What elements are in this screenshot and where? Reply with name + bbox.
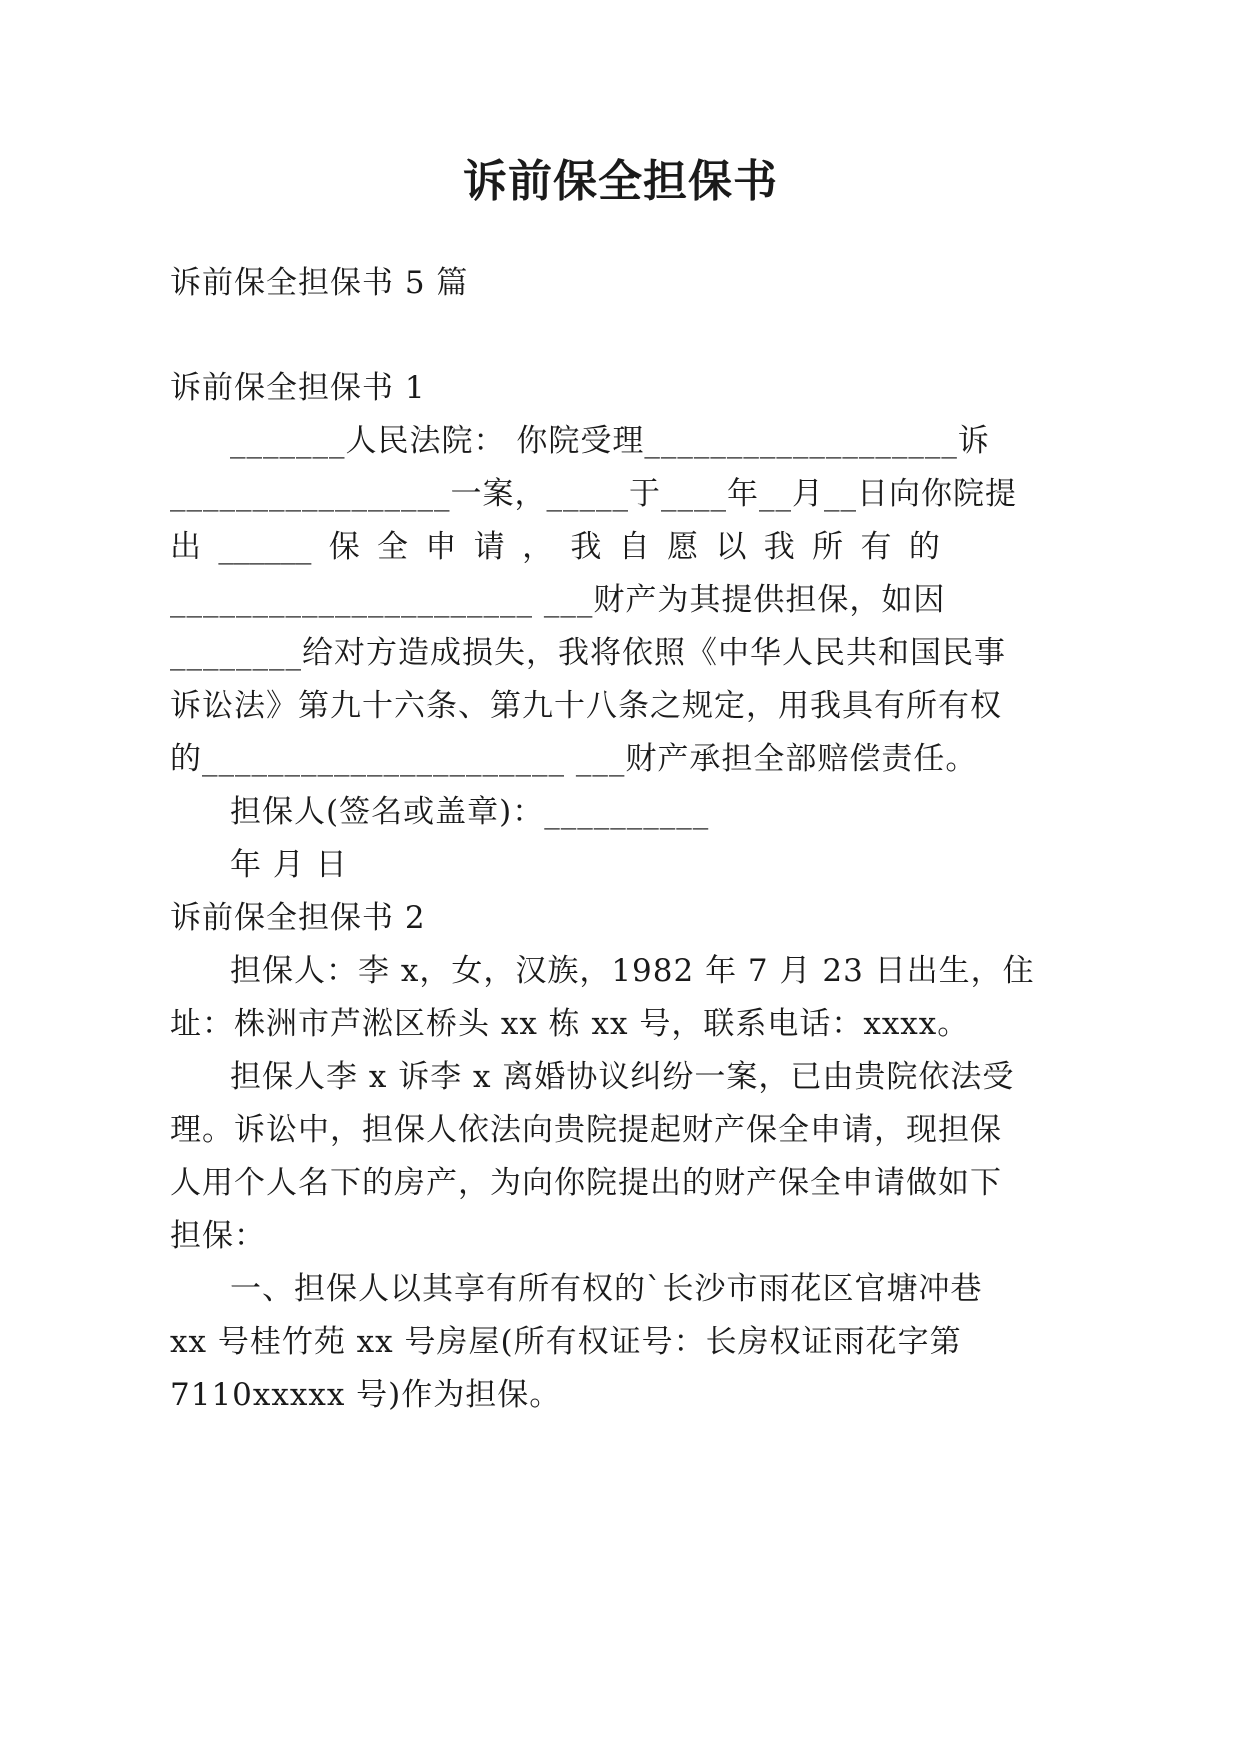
document-subtitle: 诉前保全担保书 5 篇 bbox=[170, 265, 469, 301]
spread-char: 愿 bbox=[667, 529, 699, 565]
section2-line-3: 担保人李 x 诉李 x 离婚协议纠纷一案，已由贵院依法受 bbox=[230, 1059, 1015, 1095]
date-line: 年 月 日 bbox=[230, 847, 348, 883]
spread-char: 保 bbox=[328, 529, 360, 565]
section2-line-7: 一、担保人以其享有所有权的`长沙市雨花区官塘冲巷 bbox=[230, 1271, 983, 1307]
section2-line-6: 担保： bbox=[170, 1218, 266, 1254]
section1-line-5: 诉讼法》第九十六条、第九十八条之规定，用我具有所有权 bbox=[170, 688, 1002, 724]
spread-char: 申 bbox=[425, 529, 457, 565]
section1-line-3: ______________________ ___财产为其提供担保，如因 bbox=[170, 582, 946, 618]
spread-char: 我 bbox=[570, 529, 602, 565]
spread-char: 自 bbox=[618, 529, 650, 565]
document-title: 诉前保全担保书 bbox=[463, 156, 778, 207]
spread-char: 以 bbox=[715, 529, 747, 565]
section1-heading: 诉前保全担保书 1 bbox=[170, 370, 426, 406]
signature-line: 担保人(签名或盖章)：__________ bbox=[230, 794, 710, 830]
section1-line-6: 的______________________ ___财产承担全部赔偿责任。 bbox=[170, 741, 978, 777]
section2-heading: 诉前保全担保书 2 bbox=[170, 900, 426, 936]
section2-line-4: 理。诉讼中，担保人依法向贵院提起财产保全申请，现担保 bbox=[170, 1112, 1002, 1148]
spread-char: ， bbox=[522, 529, 554, 565]
section2-line-1: 担保人：李 x，女，汉族，1982 年 7 月 23 日出生，住 bbox=[230, 953, 1035, 989]
spread-char: 全 bbox=[377, 529, 409, 565]
section1-line-2: _________________一案，_____于____年__月__日向你院提 bbox=[170, 476, 1017, 512]
spread-char: 的 bbox=[908, 529, 940, 565]
section2-line-5: 人用个人名下的房产，为向你院提出的财产保全申请做如下 bbox=[170, 1165, 1002, 1201]
section2-line-9: 7110xxxxx 号)作为担保。 bbox=[170, 1377, 562, 1413]
section1-line-1: _______人民法院： 你院受理___________________诉 bbox=[230, 423, 990, 459]
section1-spread-line bbox=[170, 527, 940, 567]
spread-char: 出 bbox=[170, 529, 201, 565]
section1-line-4: ________给对方造成损失，我将依照《中华人民共和国民事 bbox=[170, 635, 1006, 671]
section2-line-2: 址：株洲市芦淞区桥头 xx 栋 xx 号，联系电话：xxxx。 bbox=[170, 1006, 970, 1042]
spread-char: 所 bbox=[812, 529, 844, 565]
spread-char: 请 bbox=[473, 529, 505, 565]
section2-line-8: xx 号桂竹苑 xx 号房屋(所有权证号：长房权证雨花字第 bbox=[170, 1324, 962, 1360]
spread-char: ______ bbox=[218, 529, 312, 565]
spread-char: 有 bbox=[860, 529, 892, 565]
spread-char: 我 bbox=[763, 529, 795, 565]
